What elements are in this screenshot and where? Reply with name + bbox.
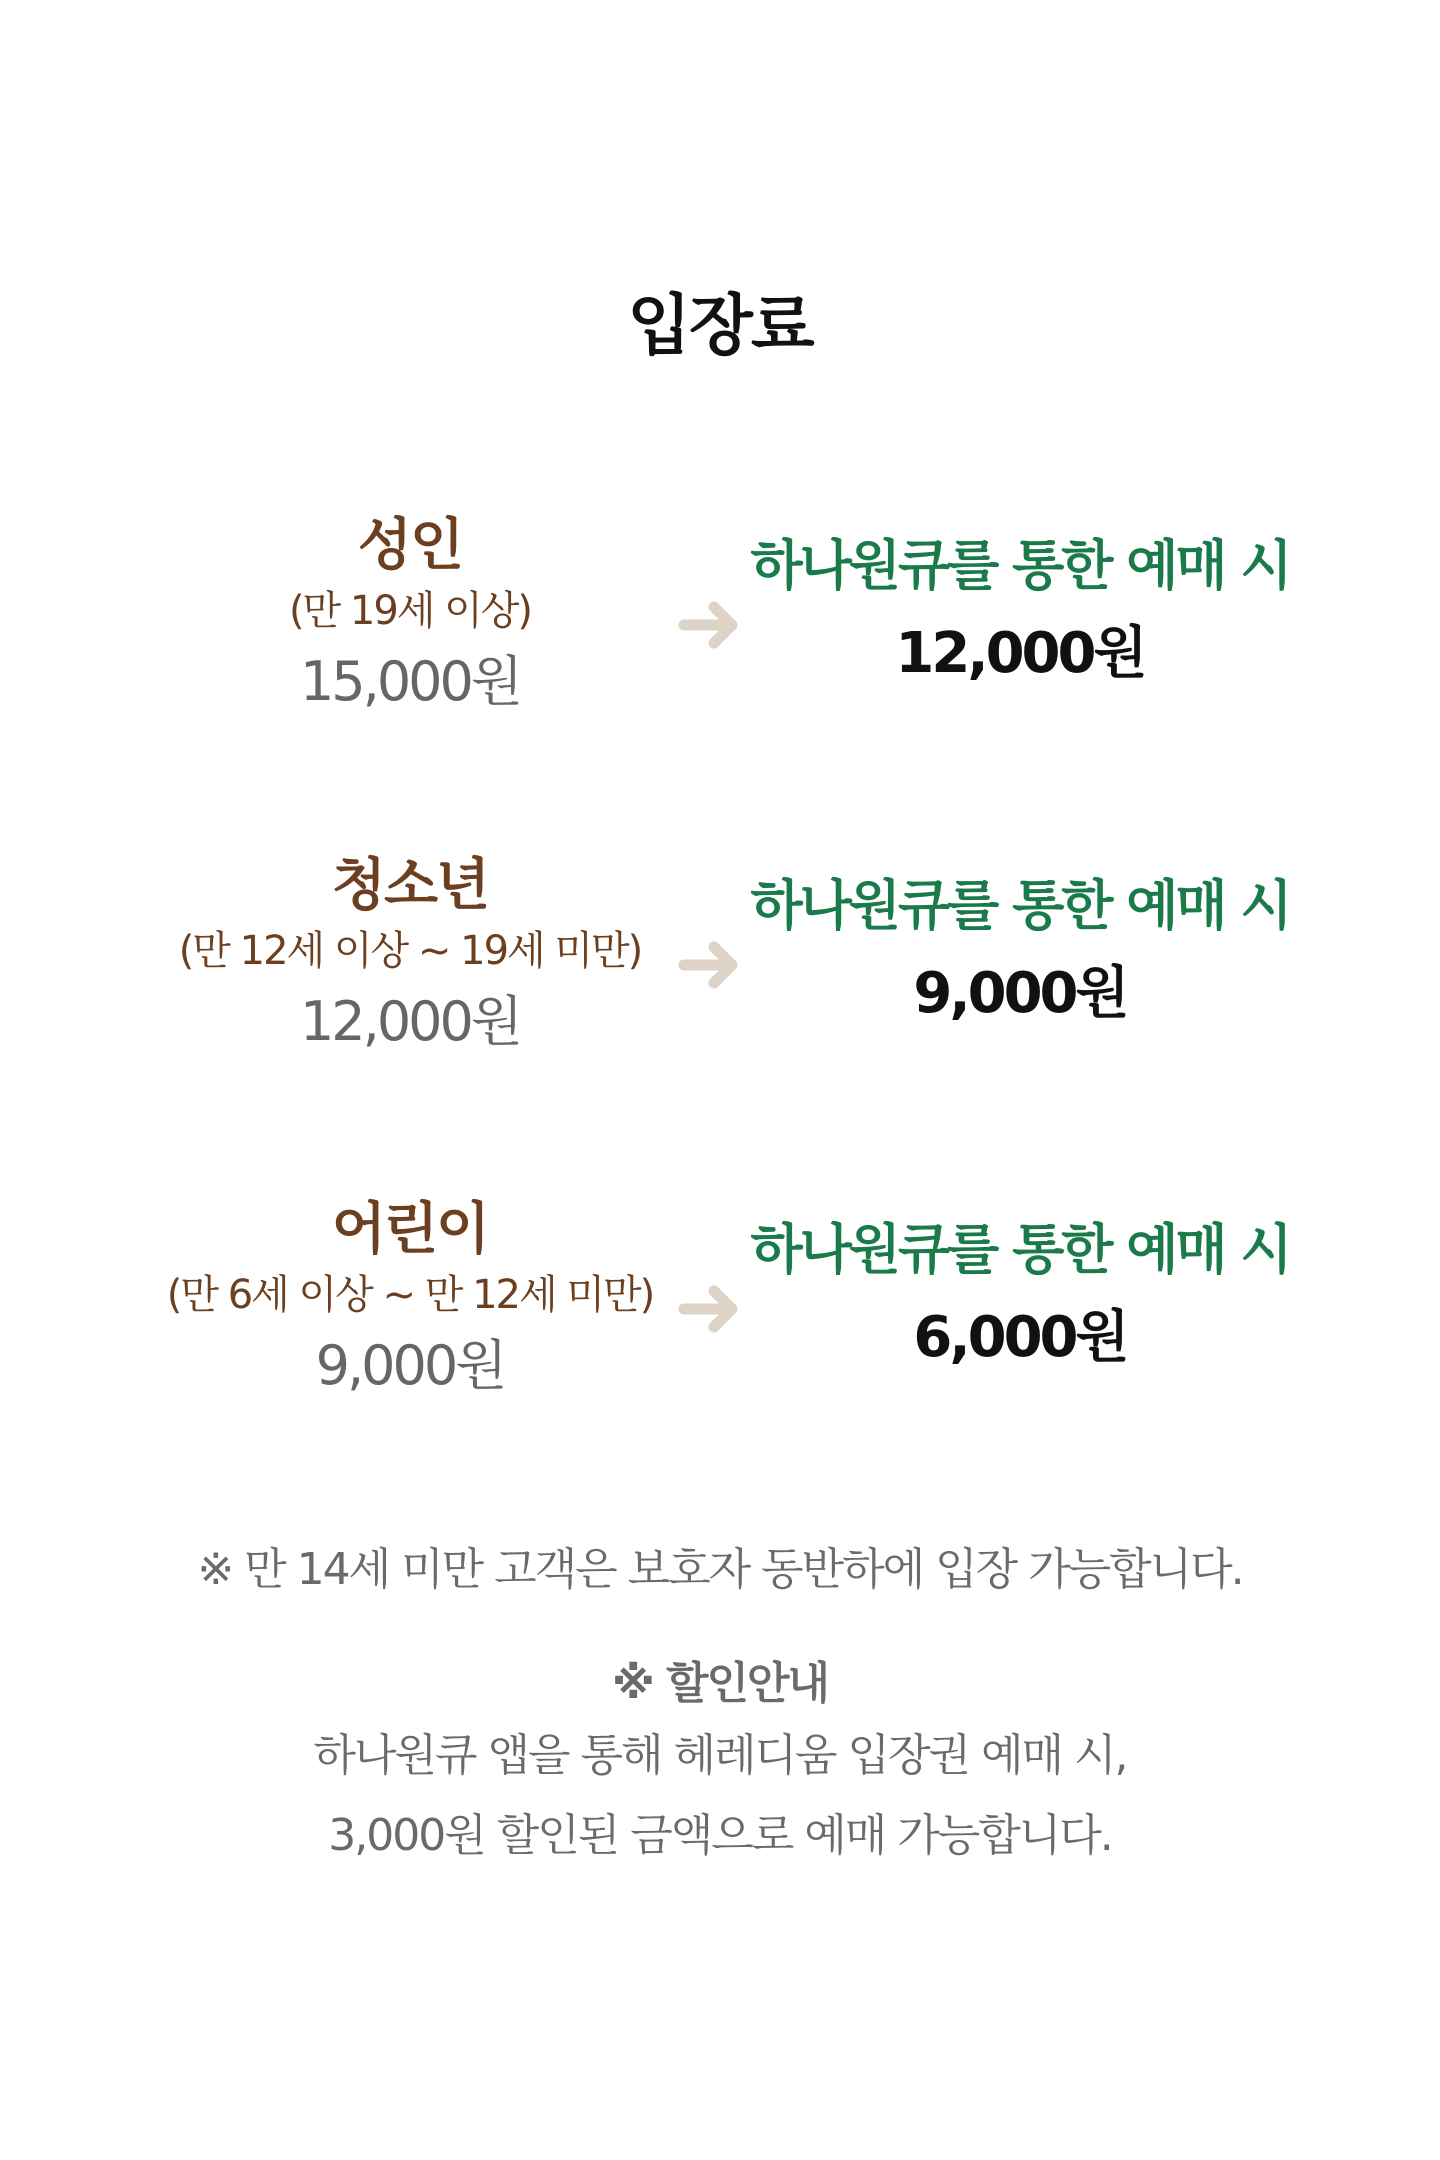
discount-label: 하나원큐를 통한 예매 시 <box>750 874 1290 937</box>
arrow-right-icon <box>676 1274 746 1344</box>
tier-adult <box>0 510 1440 770</box>
tier-age: (만 6세 이상 ~ 만 12세 미만) <box>166 1272 654 1318</box>
discount-info-line: 3,000원 할인된 금액으로 예매 가능합니다. <box>328 1810 1112 1861</box>
discount-info-line: 하나원큐 앱을 통해 헤레디움 입장권 예매 시, <box>313 1730 1127 1781</box>
discount-price: 9,000원 <box>913 961 1127 1026</box>
tier-age: (만 12세 이상 ~ 19세 미만) <box>178 928 642 974</box>
age-notice: ※ 만 14세 미만 고객은 보호자 동반하에 입장 가능합니다. <box>197 1544 1243 1595</box>
discount-price: 12,000원 <box>895 621 1145 686</box>
page-title: 입장료 <box>627 287 813 364</box>
arrow-right-icon <box>676 930 746 1000</box>
discount-info-title: ※ 할인안내 <box>611 1658 829 1709</box>
tier-price: 9,000원 <box>315 1334 505 1397</box>
tier-price: 15,000원 <box>299 650 521 713</box>
tier-name: 어린이 <box>331 1197 489 1262</box>
tier-info <box>110 850 710 1064</box>
tier-discount <box>740 866 1300 1042</box>
tier-info <box>110 1194 710 1408</box>
tier-child <box>0 1194 1440 1454</box>
tier-discount <box>740 526 1300 702</box>
discount-info <box>0 1652 1440 1876</box>
tier-youth <box>0 850 1440 1110</box>
tier-discount <box>740 1210 1300 1386</box>
arrow-right-icon <box>676 590 746 660</box>
discount-label: 하나원큐를 통한 예매 시 <box>750 1218 1290 1281</box>
tier-name: 청소년 <box>331 853 489 918</box>
discount-price: 6,000원 <box>913 1305 1127 1370</box>
tier-name: 성인 <box>357 513 463 578</box>
tier-info <box>110 510 710 724</box>
tier-age: (만 19세 이상) <box>288 588 532 634</box>
discount-label: 하나원큐를 통한 예매 시 <box>750 534 1290 597</box>
tier-price: 12,000원 <box>299 990 521 1053</box>
